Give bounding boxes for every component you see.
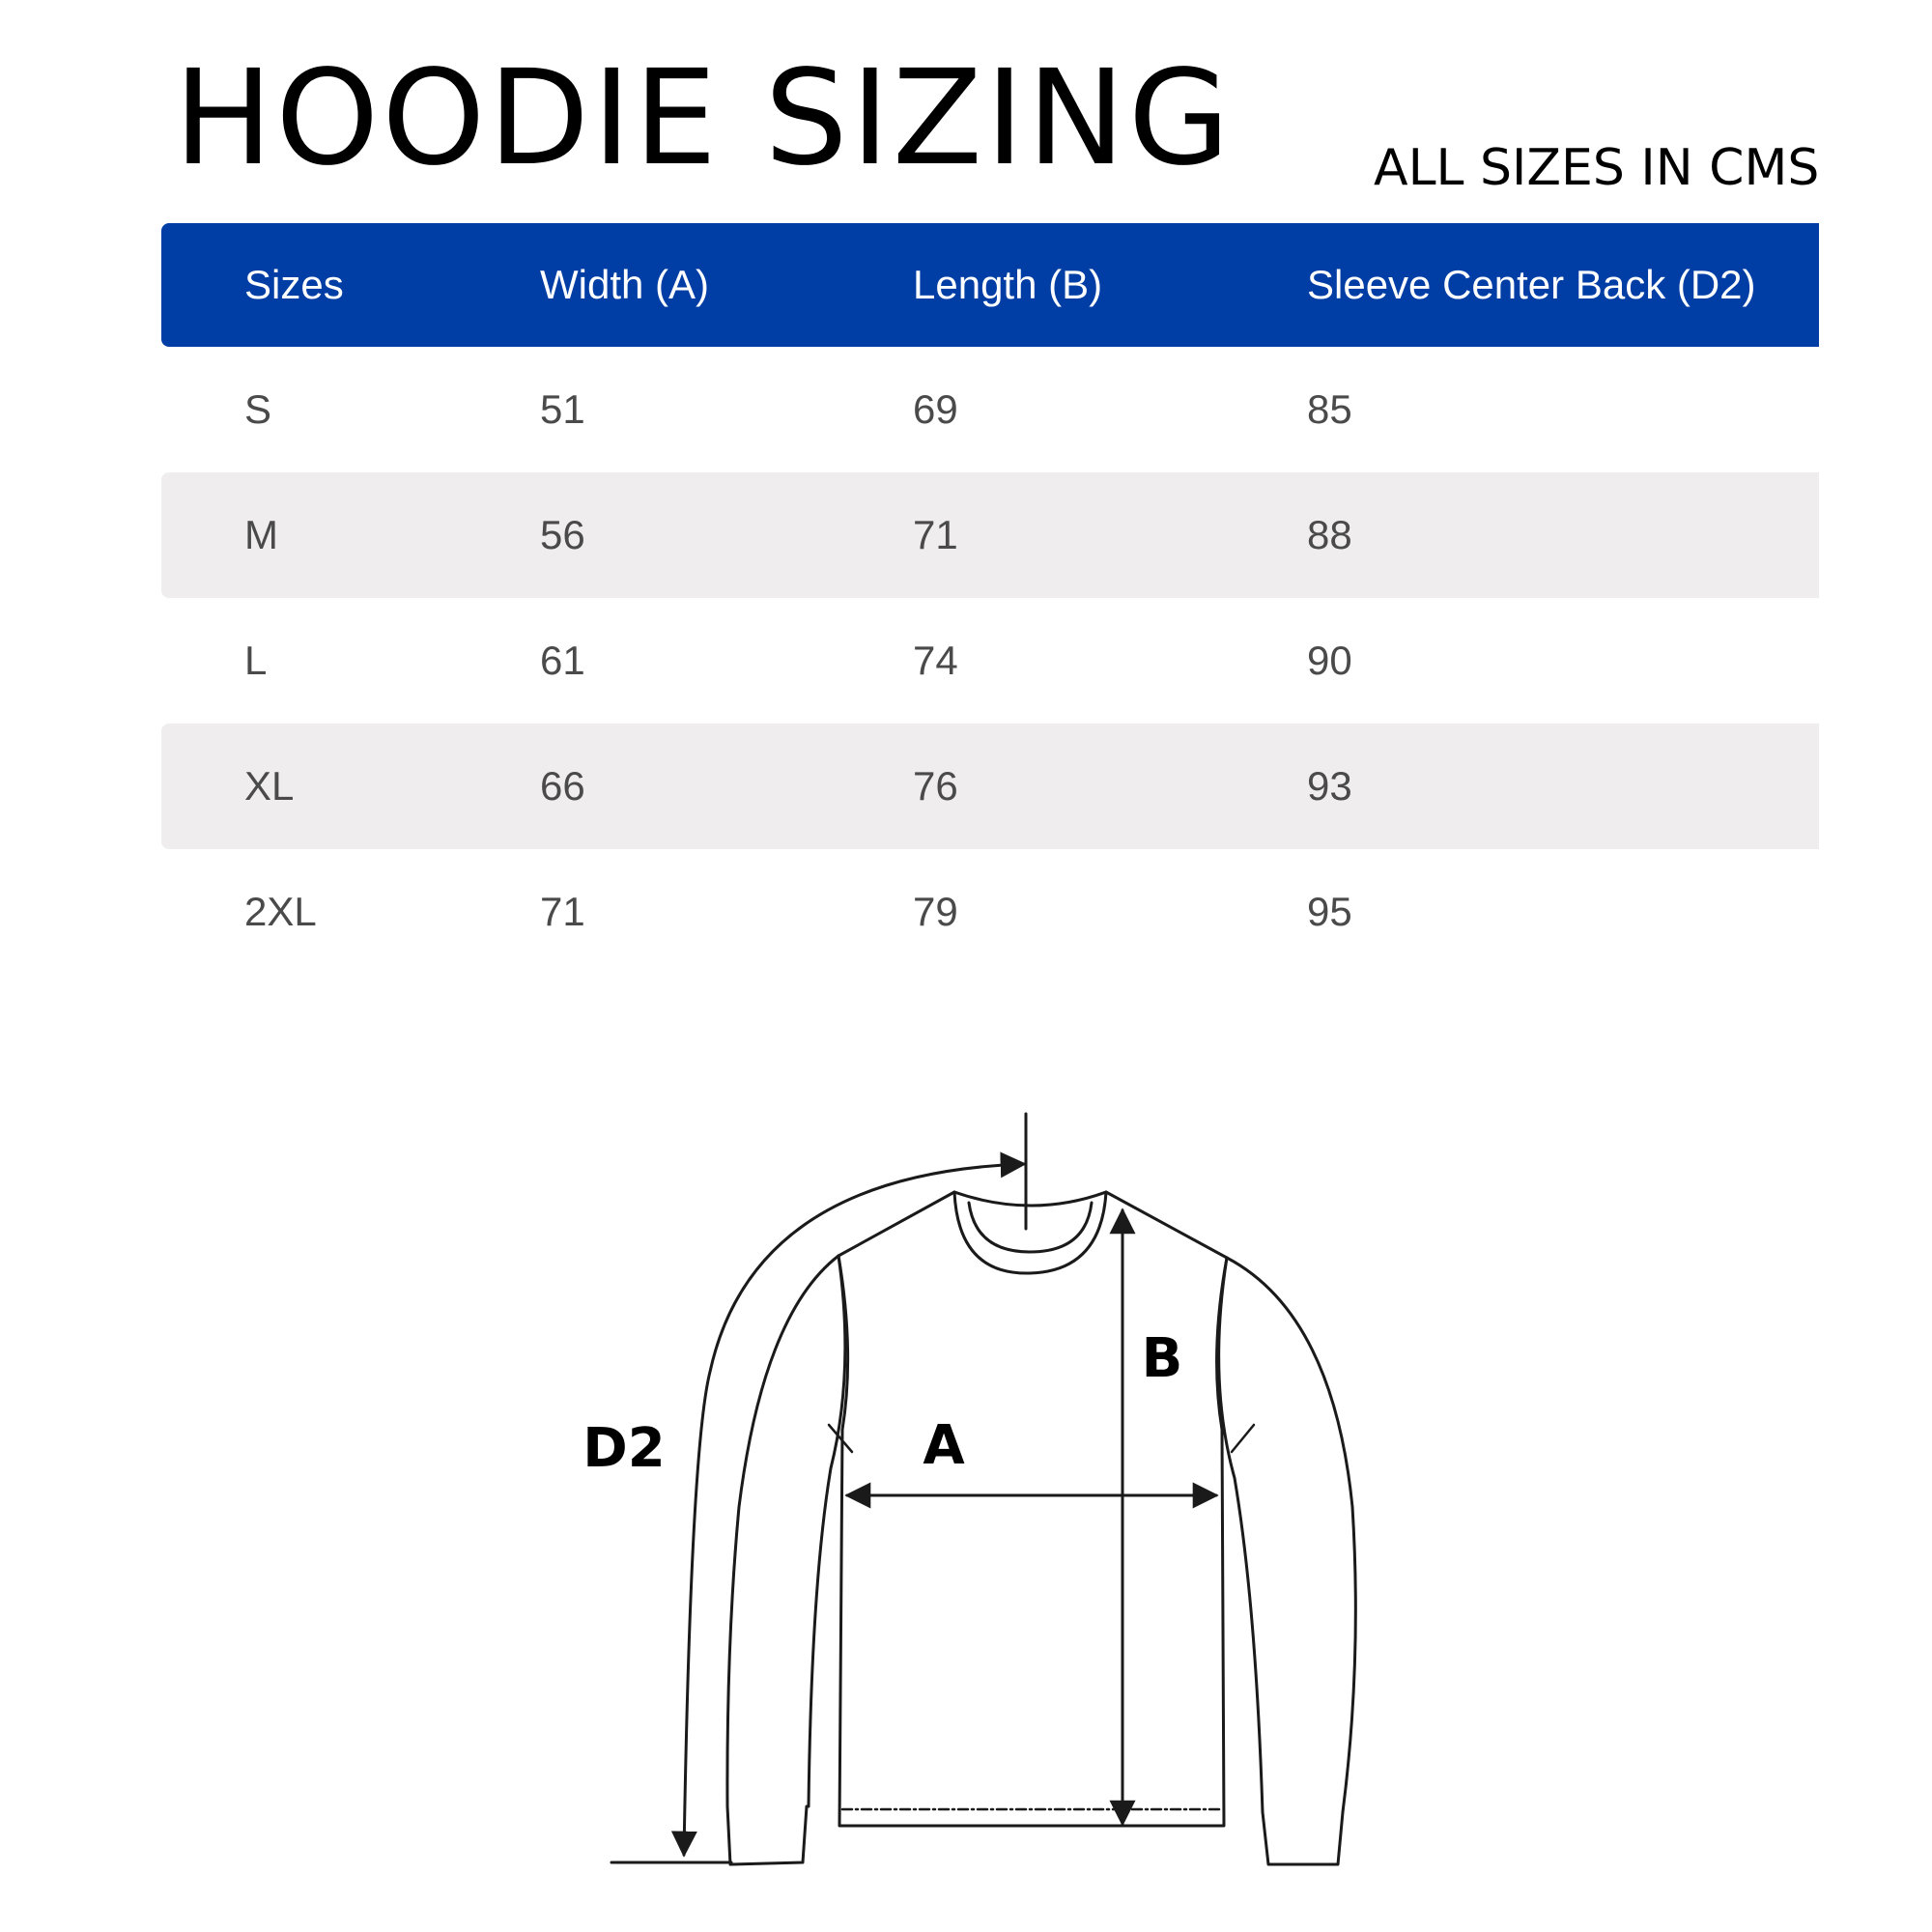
size-cell: 2XL (244, 889, 317, 934)
label-b: B (1141, 1327, 1183, 1390)
length-cell: 79 (913, 889, 958, 934)
size-cell: XL (244, 763, 295, 809)
width-cell: 51 (540, 386, 585, 432)
measure-sleeve-d2 (611, 1114, 1026, 1862)
sleeve-cell: 90 (1307, 638, 1352, 683)
size-cell: S (244, 386, 272, 432)
label-d2: D2 (582, 1417, 666, 1480)
sleeve-cell: 88 (1307, 512, 1352, 557)
width-cell: 61 (540, 638, 585, 683)
width-cell: 56 (540, 512, 585, 557)
length-cell: 71 (913, 512, 958, 557)
header-sleeve: Sleeve Center Back (D2) (1307, 262, 1756, 307)
width-cell: 66 (540, 763, 585, 809)
sleeve-cell: 93 (1307, 763, 1352, 809)
length-cell: 74 (913, 638, 958, 683)
label-a: A (923, 1414, 965, 1477)
header-width: Width (A) (540, 262, 710, 307)
header-sizes: Sizes (244, 262, 344, 307)
sweatshirt-outline (727, 1192, 1355, 1864)
sleeve-cell: 95 (1307, 889, 1352, 934)
page-title: HOODIE SIZING (174, 43, 1234, 195)
width-cell: 71 (540, 889, 585, 934)
header-length: Length (B) (913, 262, 1103, 307)
size-cell: L (244, 638, 268, 683)
length-cell: 76 (913, 763, 958, 809)
sleeve-cell: 85 (1307, 386, 1352, 432)
size-cell: M (244, 512, 278, 557)
units-note: ALL SIZES IN CMS (1374, 139, 1820, 197)
length-cell: 69 (913, 386, 958, 432)
